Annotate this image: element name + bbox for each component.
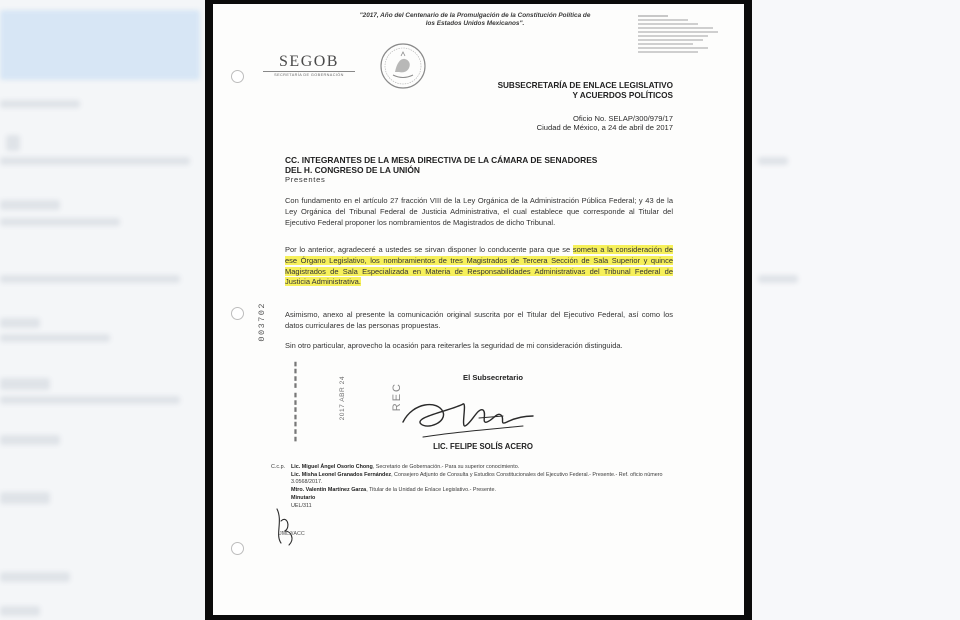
highlighted-text: someta a la consideración de ese Órgano Legislativo, los nombramientos de tres Magistrados de Tercera Sección de Sala Superior y quince Magistrados de Sala Especializada en Materia de Responsabilidades Administrativas del Tribunal Federal de Justicia Administrativa. — [285, 245, 673, 287]
initials-signature-icon — [269, 501, 309, 551]
segob-logo — [263, 53, 355, 77]
paragraph-annex: Asimismo, anexo al presente la comunicación original suscrita por el Titular del Ejecutivo Federal, así como los datos curriculares de las personas propuestas. — [285, 310, 673, 330]
ccp-text: , Consejero Adjunto de Consulta y Estudios Constitucionales del Ejecutivo Federal.- Presente.- Ref. oficio número 3.0568/2017. — [291, 471, 663, 486]
scanned-document — [213, 4, 744, 615]
received-mark: REC — [391, 382, 403, 412]
logo-subtext: SECRETARÍA DE GOBERNACIÓN — [263, 71, 355, 77]
signer-name: LIC. FELIPE SOLÍS ACERO — [433, 442, 533, 451]
ccp-text: , Secretario de Gobernación.- Para su superior conocimiento. — [372, 464, 520, 470]
addressee: CC. INTEGRANTES DE LA MESA DIRECTIVA DE LA CÁMARA DE SENADORES DEL H. CONGRESO DE LA UNIÓN — [285, 155, 598, 175]
punch-hole — [231, 542, 244, 555]
folio-number: 003702 — [257, 302, 267, 342]
punch-hole — [231, 307, 244, 320]
handwritten-signature-icon — [383, 382, 553, 444]
presentes-label: Presentes — [285, 175, 326, 184]
stamp-date: 2017 ABR 24 — [339, 376, 346, 421]
paragraph-legal-basis: Con fundamento en el artículo 27 fracción VIII de la Ley Orgánica de la Administración Pública Federal; y 43 de la Ley Orgánica del Tribunal Federal de Justicia Administrativa, el cual establece que corresponde al Titular del Ejecutivo Federal proponer los nombramientos de Magistrados de dicho Tribunal. — [285, 196, 673, 227]
department-title — [451, 81, 673, 101]
ccp-name: Minutario — [291, 494, 316, 501]
department-line-1: SUBSECRETARÍA DE ENLACE LEGISLATIVO — [497, 81, 673, 90]
paragraph-request — [285, 245, 673, 288]
received-stamp: ▮▮▮▮▮▮▮ ▮▮▮▮ — [293, 360, 299, 443]
paragraph-closing: Sin otro particular, aprovecho la ocasión para reiterarles la seguridad de mi consideración distinguida. — [285, 341, 623, 350]
background-page-left — [0, 0, 205, 620]
ccp-name: Lic. Misha Leonel Granados Fernández — [291, 471, 392, 478]
ccp-text: , Titular de la Unidad de Enlace Legislativo.- Presente. — [366, 487, 496, 494]
distribution-list-faint — [638, 14, 738, 55]
city-date: Ciudad de México, a 24 de abril de 2017 — [536, 123, 673, 132]
office-number: Oficio No. SELAP/300/979/17 — [572, 114, 673, 123]
ccp-name: Lic. Miguel Ángel Osorio Chong — [291, 464, 373, 470]
paragraph-request-start: Por lo anterior, agradeceré a ustedes se sirvan disponer lo conducente para que se — [285, 245, 573, 254]
signature-label: El Subsecretario — [463, 373, 523, 382]
background-page-right — [752, 0, 960, 620]
national-seal-icon — [379, 42, 427, 90]
initials-reference: JMLJ/ACC — [279, 531, 305, 537]
carbon-copy-list — [271, 464, 683, 510]
punch-hole — [231, 70, 244, 83]
ccp-label: C.c.p. — [271, 464, 286, 470]
ccp-reference: UEL/311 — [291, 502, 312, 509]
header-motto: "2017, Año del Centenario de la Promulgación de la Constitución Política de los Estados Unidos Mexicanos". — [359, 12, 591, 27]
ccp-name: Mtro. Valentín Martínez Garza — [291, 487, 367, 494]
logo-text: SEGOB — [279, 53, 339, 70]
department-line-2: Y ACUERDOS POLÍTICOS — [572, 91, 673, 100]
